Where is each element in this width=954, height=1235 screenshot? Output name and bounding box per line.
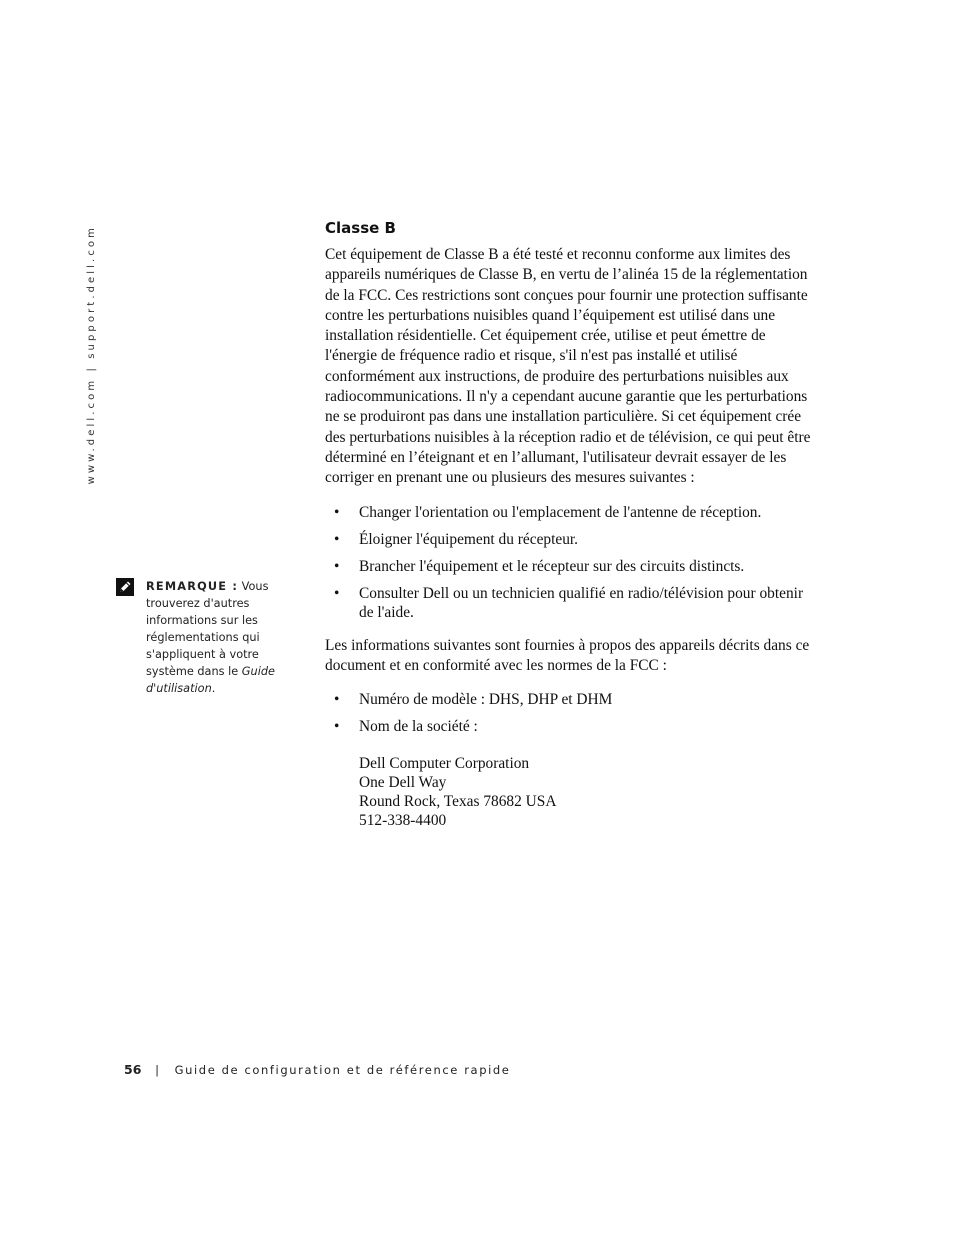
measures-list <box>325 503 815 622</box>
list-item <box>325 503 815 522</box>
list-item-text: Brancher l'équipement et le récepteur sur des circuits distincts. <box>359 557 745 575</box>
note-callout <box>116 578 296 697</box>
bullet-icon: • <box>334 691 340 709</box>
bullet-icon: • <box>334 718 340 736</box>
address-line: One Dell Way <box>359 774 447 792</box>
info-list <box>325 690 815 736</box>
page-footer <box>124 1062 510 1077</box>
list-item-text: Consulter Dell ou un technicien qualifié en radio/télévision pour obtenir de l'aide. <box>359 584 804 621</box>
sidebar-url: www.dell.com | support.dell.com <box>86 225 97 485</box>
address-line: 512-338-4400 <box>359 812 447 830</box>
main-content <box>325 245 815 830</box>
list-item-text: Numéro de modèle : DHS, DHP et DHM <box>359 691 613 709</box>
footer-title: Guide de configuration et de référence rapide <box>174 1063 511 1077</box>
note-body: Vous trouverez d'autres informations sur les réglementations qui s'appliquent à votre système dans le <box>146 580 269 678</box>
footer-separator: | <box>155 1063 159 1077</box>
list-item-text: Nom de la société : <box>359 718 478 736</box>
note-text <box>146 578 296 697</box>
list-item <box>325 557 815 576</box>
note-guide-link: Guide d'utilisation <box>146 665 275 695</box>
page-number: 56 <box>124 1062 142 1077</box>
list-item <box>325 717 815 736</box>
list-item-text: Changer l'orientation ou l'emplacement de l'antenne de réception. <box>359 503 762 521</box>
address-line: Dell Computer Corporation <box>359 755 530 773</box>
pencil-note-icon <box>116 578 134 596</box>
bullet-icon: • <box>334 503 340 521</box>
company-address <box>325 754 815 830</box>
list-item <box>325 530 815 549</box>
bullet-icon: • <box>334 557 340 575</box>
bullet-icon: • <box>334 530 340 548</box>
intro-paragraph: Cet équipement de Classe B a été testé et reconnu conforme aux limites des appareils numériques de Classe B, en vertu de l’alinéa 15 de la réglementation de la FCC. Ces restrictions sont conçues pour fournir une protection suffisante contre les perturbations nuisibles quand l’équipement est utilisé dans une installation résidentielle. Cet équipement crée, utilise et peut émettre de l'énergie de fréquence radio et risque, s'il n'est pas installé et utilisé conformément aux instructions, de produire des perturbations nuisibles aux radiocommunications. Il n'y a cependant aucune garantie que les perturbations ne se produiront pas dans une installation particulière. Si cet équipement crée des perturbations nuisibles à la réception radio et de télévision, ce qui peut être déterminé en l’éteignant et en l’allumant, l'utilisateur devrait essayer de les corriger en prenant une ou plusieurs des mesures suivantes : <box>325 246 811 487</box>
info-paragraph: Les informations suivantes sont fournies à propos des appareils décrits dans ce document et en conformité avec les normes de la FCC : <box>325 636 810 674</box>
list-item <box>325 690 815 709</box>
section-title: Classe B <box>325 219 396 237</box>
list-item <box>325 584 815 622</box>
note-end: . <box>211 682 216 695</box>
address-line: Round Rock, Texas 78682 USA <box>359 793 557 811</box>
bullet-icon: • <box>334 584 340 602</box>
note-label: REMARQUE : <box>146 580 239 593</box>
list-item-text: Éloigner l'équipement du récepteur. <box>359 530 579 548</box>
